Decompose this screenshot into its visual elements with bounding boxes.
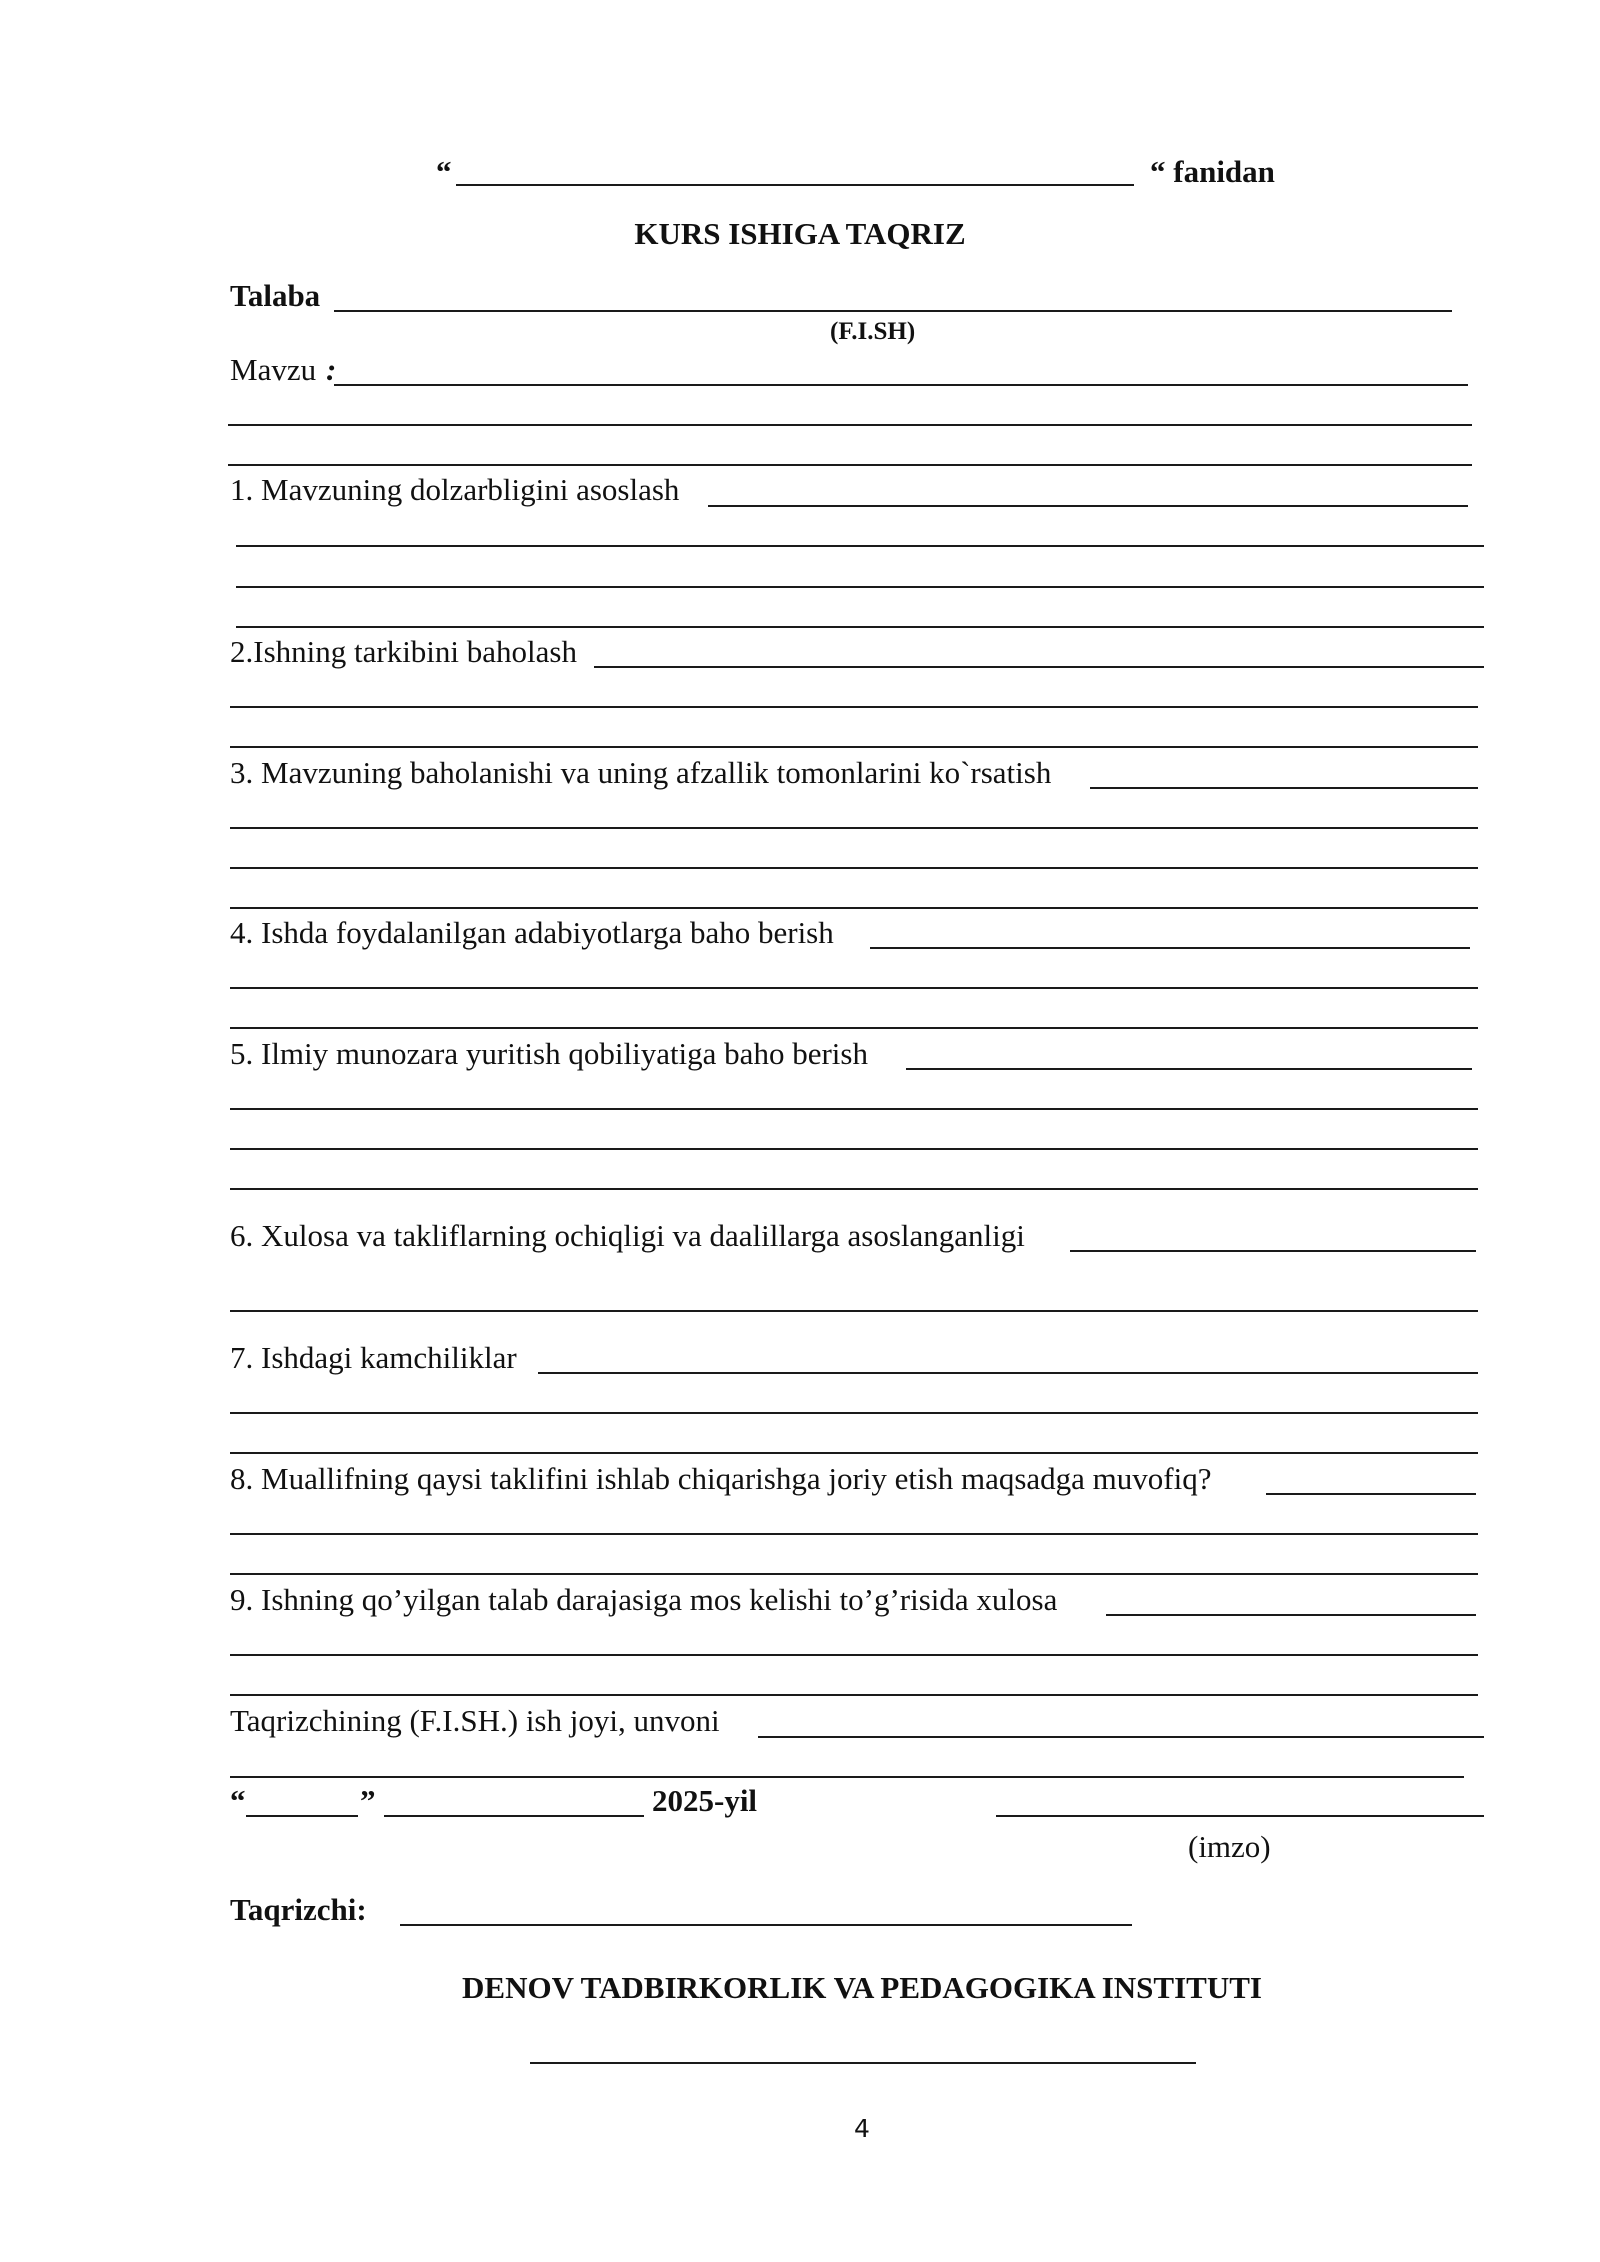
section-3-blank-line[interactable] (1090, 787, 1478, 789)
reviewer-blank-line[interactable] (400, 1924, 1132, 1926)
section-5-blank-line[interactable] (230, 1188, 1478, 1190)
section-3-blank-line[interactable] (230, 827, 1478, 829)
section-4-blank-line[interactable] (230, 1027, 1478, 1029)
section-9-label: 9. Ishning qo’yilgan talab darajasiga mos kelishi to’g’risida xulosa (230, 1582, 1058, 1617)
page-number: 4 (854, 2114, 870, 2143)
section-5-label: 5. Ilmiy munozara yuritish qobiliyatiga baho berish (230, 1036, 868, 1071)
section-7-blank-line[interactable] (538, 1372, 1478, 1374)
date-day-blank[interactable] (246, 1815, 358, 1817)
page-title: KURS ISHIGA TAQRIZ (634, 216, 966, 251)
section-4-blank-line[interactable] (870, 947, 1470, 949)
reviewer-info-blank-line[interactable] (230, 1776, 1464, 1778)
section-6-label: 6. Xulosa va takliflarning ochiqligi va daalillarga asoslanganligi (230, 1218, 1025, 1253)
topic-blank-line[interactable] (228, 464, 1472, 466)
section-7-blank-line[interactable] (230, 1412, 1478, 1414)
date-close-quote: ” (360, 1783, 376, 1818)
section-6-blank-line[interactable] (230, 1310, 1478, 1312)
student-label: Talaba (230, 278, 321, 313)
section-1-blank-line[interactable] (236, 545, 1484, 547)
section-1-blank-line[interactable] (708, 505, 1468, 507)
section-2-blank-line[interactable] (230, 706, 1478, 708)
section-8-blank-line[interactable] (230, 1573, 1478, 1575)
section-8-blank-line[interactable] (1266, 1493, 1476, 1495)
open-quote: “ (436, 154, 452, 189)
section-5-blank-line[interactable] (906, 1068, 1472, 1070)
student-blank-line[interactable] (334, 310, 1452, 312)
year-label: 2025-yil (652, 1783, 758, 1818)
topic-label: Mavzu (230, 352, 317, 387)
fanidan-label: “ fanidan (1150, 154, 1275, 189)
section-4-label: 4. Ishda foydalanilgan adabiyotlarga baho berish (230, 915, 834, 950)
section-4-blank-line[interactable] (230, 987, 1478, 989)
section-3-label: 3. Mavzuning baholanishi va uning afzallik tomonlarini ko`rsatish (230, 755, 1052, 790)
section-8-label: 8. Muallifning qaysi taklifini ishlab chiqarishga joriy etish maqsadga muvofiq? (230, 1461, 1212, 1496)
section-9-blank-line[interactable] (230, 1694, 1478, 1696)
section-2-blank-line[interactable] (594, 666, 1484, 668)
institute-blank-line (530, 2062, 1196, 2064)
section-1-label: 1. Mavzuning dolzarbligini asoslash (230, 472, 680, 507)
signature-hint: (imzo) (1188, 1829, 1271, 1864)
signature-blank-line[interactable] (996, 1815, 1484, 1817)
topic-blank-line[interactable] (228, 424, 1472, 426)
section-5-blank-line[interactable] (230, 1108, 1478, 1110)
section-3-blank-line[interactable] (230, 907, 1478, 909)
section-6-blank-line[interactable] (1070, 1250, 1476, 1252)
section-9-blank-line[interactable] (230, 1654, 1478, 1656)
section-5-blank-line[interactable] (230, 1148, 1478, 1150)
section-3-blank-line[interactable] (230, 867, 1478, 869)
reviewer-info-label: Taqrizchining (F.I.SH.) ish joyi, unvoni (230, 1703, 720, 1738)
reviewer-info-blank-line[interactable] (758, 1736, 1484, 1738)
subject-blank-line (456, 184, 1134, 186)
date-open-quote: “ (230, 1783, 246, 1818)
topic-colon: : (326, 352, 337, 387)
reviewer-label: Taqrizchi: (230, 1892, 367, 1927)
section-7-label: 7. Ishdagi kamchiliklar (230, 1340, 517, 1375)
section-2-label: 2.Ishning tarkibini baholash (230, 634, 577, 669)
section-7-blank-line[interactable] (230, 1452, 1478, 1454)
section-2-blank-line[interactable] (230, 746, 1478, 748)
student-hint: (F.I.SH) (830, 318, 916, 345)
section-9-blank-line[interactable] (1106, 1614, 1476, 1616)
section-1-blank-line[interactable] (236, 626, 1484, 628)
institute-name: DENOV TADBIRKORLIK VA PEDAGOGIKA INSTITUTI (462, 1970, 1262, 2005)
section-8-blank-line[interactable] (230, 1533, 1478, 1535)
section-1-blank-line[interactable] (236, 586, 1484, 588)
topic-blank-line[interactable] (334, 384, 1468, 386)
date-month-blank[interactable] (384, 1815, 644, 1817)
